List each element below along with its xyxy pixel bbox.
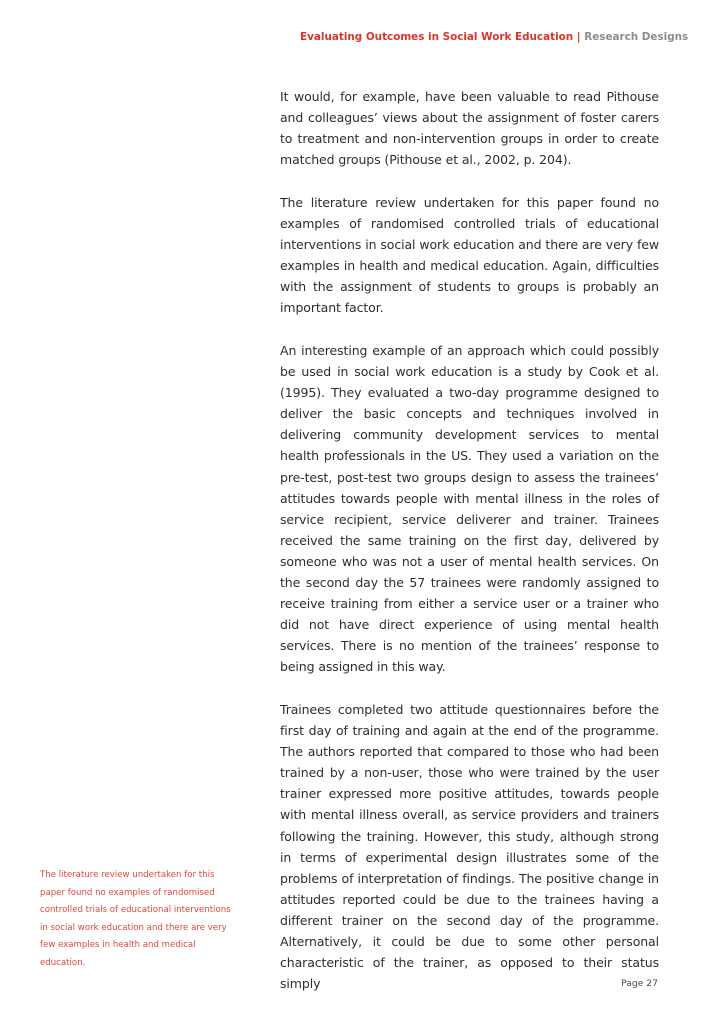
running-header	[300, 31, 689, 43]
paragraph: An interesting example of an approach which could possibly be used in social work education is a study by Cook et al. (1995). They evaluated a two-day programme designed to deliver the basic concepts and techniques involved in delivering community development services to mental health professionals in the US. They used a variation on the pre-test, post-test two groups design to assess the trainees’ attitudes towards people with mental illness in the roles of service recipient, service deliverer and trainer. Trainees received the same training on the first day, delivered by someone who was not a user of mental health services. On the second day the 57 trainees were randomly assigned to receive training from either a service user or a trainer who did not have direct experience of using mental health services. There is no mention of the trainees’ response to being assigned in this way.	[280, 342, 659, 675]
paragraph: The literature review undertaken for this paper found no examples of randomised controlled trials of educational interventions in social work education and there are very few examples in health and medical education. Again, difficulties with the assignment of students to groups is probably an important factor.	[280, 194, 659, 316]
header-separator: |	[576, 31, 581, 43]
page-number: Page 27	[621, 978, 658, 989]
paragraph: It would, for example, have been valuable to read Pithouse and colleagues’ views about the assignment of foster carers to treatment and non-intervention groups in order to create matched groups (Pithouse et al., 2002, p. 204).	[280, 89, 659, 168]
pull-quote: The literature review undertaken for this paper found no examples of randomised controlled trials of educational interventions in social work education and there are very few examples in health and medical education.	[40, 870, 231, 968]
paragraph: Trainees completed two attitude questionnaires before the first day of training and again at the end of the programme. The authors reported that compared to those who had been trained by a non-user, those who were trained by the user trainer expressed more positive attitudes, towards people with mental illness overall, as service providers and trainers following the training. However, this study, although strong in terms of experimental design illustrates some of the problems of interpretation of findings. The positive change in attitudes reported could be due to the trainees having a different trainer on the second day of the programme. Alternatively, it could be due to some other personal characteristic of the trainer, as opposed to their status simply	[280, 701, 659, 992]
document-title: Evaluating Outcomes in Social Work Education	[300, 31, 574, 43]
body-text	[280, 86, 659, 1016]
section-name: Research Designs	[584, 31, 689, 43]
